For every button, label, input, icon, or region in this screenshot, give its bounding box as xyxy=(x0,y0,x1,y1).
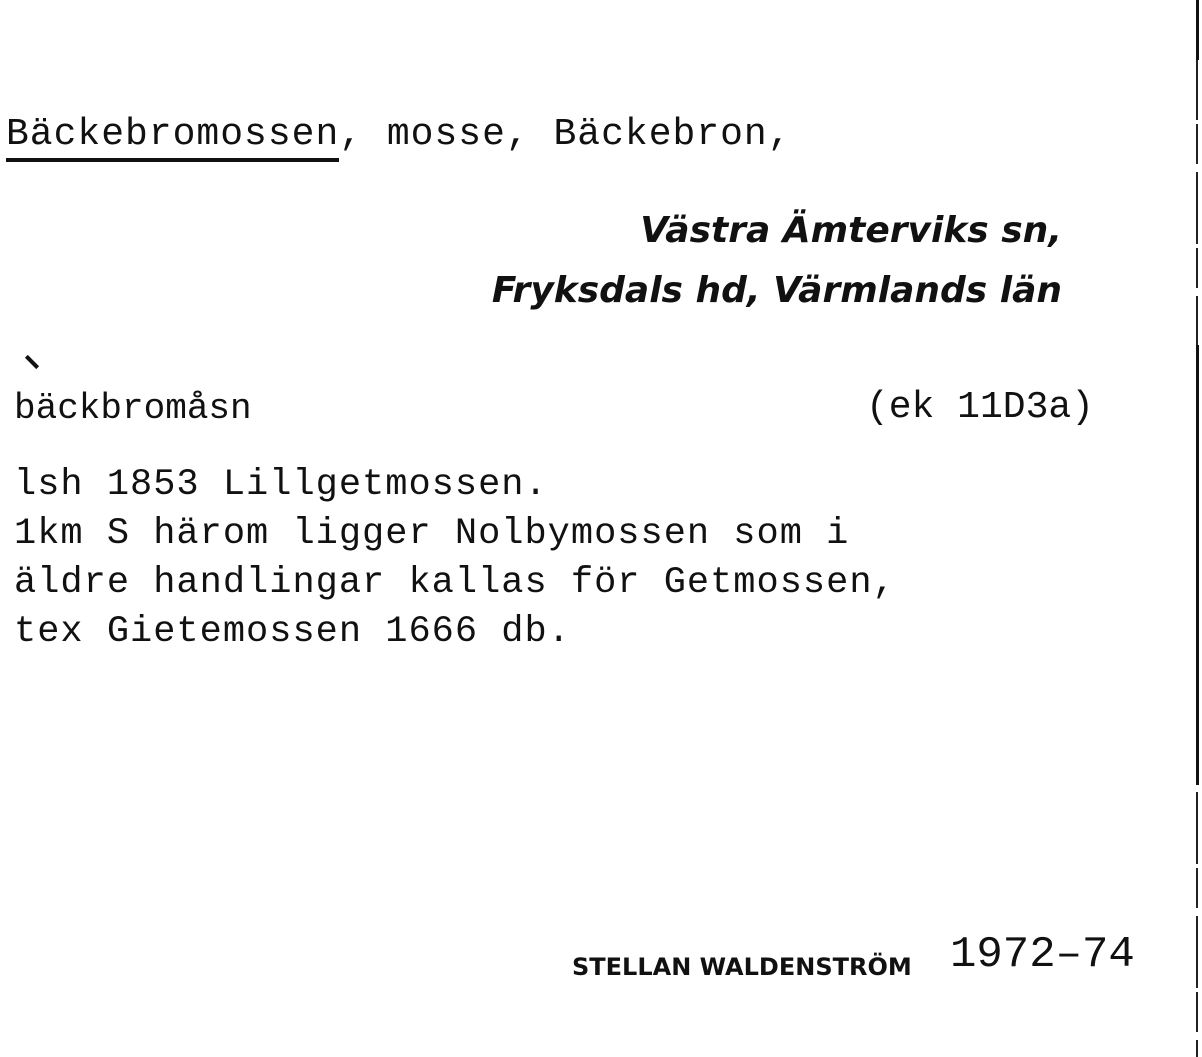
body-line: lsh 1853 Lillgetmossen. xyxy=(14,464,548,506)
body-line: tex Gietemossen 1666 db. xyxy=(14,611,571,653)
headword: Bäckebromossen xyxy=(6,113,340,156)
map-reference: (ek 11D3a) xyxy=(865,386,1094,429)
pronunciation: bäckbromåsn xyxy=(14,388,252,429)
body-line: äldre handlingar kallas för Getmossen, xyxy=(14,562,896,604)
body-line: 1km S härom ligger Nolbymossen som i xyxy=(14,513,850,555)
signature-years: 1972–74 xyxy=(950,930,1135,980)
location-district: Fryksdals hd, Värmlands län xyxy=(491,270,1062,311)
accent-mark xyxy=(25,355,39,369)
headline-rest: , mosse, Bäckebron, xyxy=(339,113,792,156)
location-parish: Västra Ämterviks sn, xyxy=(640,210,1062,251)
card-edge-border-top xyxy=(1196,0,1199,60)
card-edge-border-middle xyxy=(1196,345,1199,785)
headline xyxy=(6,113,792,156)
signature-name: STELLAN WALDENSTRÖM xyxy=(572,953,912,981)
